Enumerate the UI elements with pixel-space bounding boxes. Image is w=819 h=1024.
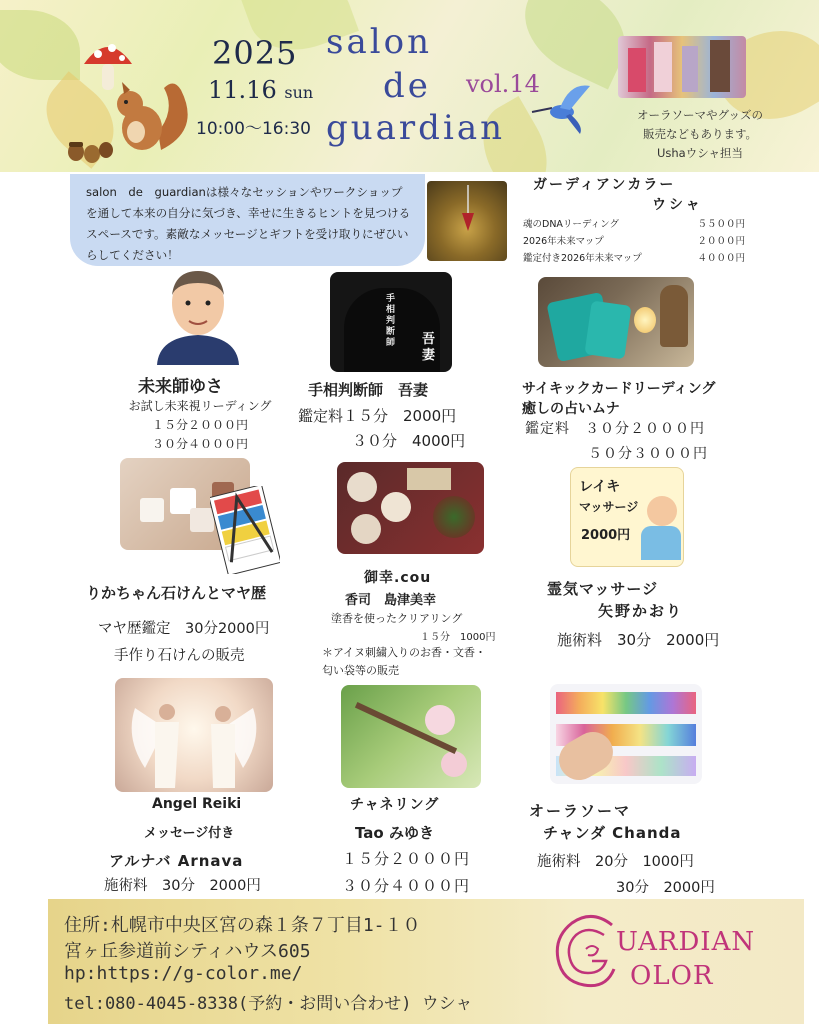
muna-title: サイキックカードリーディング [522, 381, 716, 397]
event-time: 10:00〜16:30 [196, 119, 311, 139]
jar [351, 514, 381, 544]
arnava-title: Angel Reiki [152, 796, 242, 812]
angels-illustration [115, 678, 273, 792]
yano-line: 施術料 30分 2000円 [557, 631, 720, 649]
agatsuma-name: 手相判断師 吾妻 [308, 381, 429, 399]
cou-sub: 香司 島津美幸 [345, 593, 437, 608]
goods-note-line: オーラソーマやグッズの [637, 108, 763, 122]
robe-text: 手相判断師 [386, 294, 396, 348]
usha-name: ウシャ [652, 197, 703, 213]
acorns-icon [66, 136, 116, 164]
yusa-line: １５分２０００円 [151, 418, 248, 432]
miyuki-line: ３０分４０００円 [342, 877, 471, 895]
chanda-name: チャンダ Chanda [543, 824, 682, 842]
miyuki-title: チャネリング [350, 797, 440, 813]
poster-title: レイキ [579, 479, 621, 495]
poster-illustration [647, 496, 677, 526]
poster-price: 2000円 [581, 528, 631, 543]
product-bottle [682, 46, 698, 92]
yano-title: 霊気マッサージ [547, 580, 659, 598]
card-fan [584, 300, 631, 359]
miyuki-name: Tao みゆき [355, 824, 434, 842]
miyuki-line: １５分２０００円 [342, 850, 471, 868]
product-bottle [628, 48, 646, 92]
cou-name: 御幸.cou [364, 570, 432, 586]
logo-line-1: UARDIAN [616, 927, 756, 957]
muna-photo [538, 277, 694, 367]
yusa-line: ３０分４０００円 [151, 437, 248, 451]
logo-line-2: OLOR [630, 961, 714, 991]
guardian-color-logo-icon [552, 911, 626, 997]
title-salon: salon [326, 22, 432, 62]
yusa-avatar [151, 265, 245, 365]
statue [660, 285, 688, 347]
goods-note [615, 106, 785, 163]
jar [381, 492, 411, 522]
usha-menu-item [523, 216, 745, 233]
agatsuma-line: 鑑定料１５分 2000円 [298, 407, 457, 425]
pendulum-photo [427, 181, 507, 261]
pendulum-icon [453, 185, 483, 235]
bottle-row [556, 692, 696, 714]
bowl [433, 496, 475, 538]
blossom-photo [341, 685, 481, 788]
arnava-sub: メッセージ付き [144, 826, 235, 841]
leaf-decoration [0, 10, 80, 80]
chanda-line: 施術料 20分 1000円 [537, 854, 694, 870]
rika-name: りかちゃん石けんとマヤ歴 [86, 584, 267, 602]
blossom [441, 751, 467, 777]
product-bottle [710, 40, 730, 92]
hummingbird-icon [530, 82, 594, 136]
product-photo [618, 36, 746, 98]
footer-address-1: 住所:札幌市中央区宮の森１条７丁目1-１０ [64, 915, 421, 936]
poster-illustration [641, 526, 681, 560]
event-weekday: sun [284, 83, 314, 102]
yano-name: 矢野かおり [598, 602, 684, 620]
footer-address-2: 宮ヶ丘参道前シティハウス605 [64, 941, 311, 962]
soap-bar [140, 498, 164, 522]
footer-tel[interactable]: tel:080-4045-8338(予約・お問い合わせ) ウシャ [64, 994, 473, 1014]
usha-menu-item [523, 233, 745, 250]
title-guardian: guardian [326, 108, 505, 148]
menu-price: ２０００円 [697, 236, 745, 247]
usha-title: ガーディアンカラー [533, 177, 676, 193]
muna-name: 癒しの占いムナ [522, 401, 620, 417]
agatsuma-line: ３０分 4000円 [352, 432, 466, 450]
reiki-poster [570, 467, 684, 567]
goods-note-line: 販売などもあります。 [642, 127, 758, 141]
chanda-line: 30分 2000円 [616, 880, 715, 896]
candle [634, 307, 656, 333]
footer-hp[interactable]: hp:https://g-color.me/ [64, 963, 303, 984]
blossom [425, 705, 455, 735]
poster-subtitle: マッサージ [579, 500, 639, 514]
menu-label: 2026年未来マップ [523, 236, 604, 247]
cou-line: ＊アイヌ刺繍入りのお香・文香・ [322, 646, 487, 659]
squirrel-icon [106, 70, 196, 160]
agatsuma-photo [330, 272, 452, 372]
cou-line: 匂い袋等の販売 [322, 664, 399, 677]
aura-soma-photo [550, 684, 702, 784]
arnava-name: アルナバ Arnava [109, 852, 244, 870]
rika-line: マヤ歴鑑定 30分2000円 [98, 621, 270, 637]
event-date [208, 76, 313, 104]
robe-name: 吾妻 [422, 332, 436, 363]
product-bottle [654, 42, 672, 92]
yusa-details [115, 397, 285, 454]
arnava-line: 施術料 30分 2000円 [104, 878, 261, 894]
menu-price: ４０００円 [697, 253, 745, 264]
cou-line: １５分 1000円 [420, 632, 496, 643]
menu-label: 魂のDNAリーディング [523, 219, 619, 230]
yusa-name: 未来師ゆさ [138, 377, 223, 397]
goods-note-line: Ushaウシャ担当 [656, 146, 743, 160]
maya-calendar-icon [210, 486, 280, 574]
angels-photo [115, 678, 273, 792]
title-de: de [383, 66, 431, 106]
yusa-line: お試し未来視リーディング [128, 399, 272, 413]
intro-text: salon de guardianは様々なセッションやワークショップを通して本来の自分に気づき、幸せに生きるヒントを見つけるスペースです。素敵なメッセージとギフトを受け取りにぜひいらしてください！ [86, 185, 411, 262]
chanda-title: オーラソーマ [529, 802, 632, 820]
header-banner [0, 0, 819, 172]
event-year: 2025 [212, 34, 298, 72]
event-date-day: 11.16 [208, 76, 277, 104]
volume-number: vol.14 [466, 70, 540, 98]
rika-line: 手作り石けんの販売 [114, 648, 245, 664]
menu-price: ５５００円 [697, 219, 745, 230]
muna-line: ５０分３０００円 [588, 446, 708, 462]
jar [347, 472, 377, 502]
intro-box [70, 174, 425, 266]
usha-menu [523, 216, 745, 267]
muna-line: 鑑定料 ３０分２０００円 [525, 421, 705, 437]
incense-photo [337, 462, 484, 554]
footer-info [48, 899, 804, 1024]
usha-menu-item [523, 250, 745, 267]
cou-line: 塗香を使ったクリアリング [331, 612, 463, 625]
paper-pack [407, 468, 451, 490]
menu-label: 鑑定付き2026年未来マップ [523, 253, 642, 264]
